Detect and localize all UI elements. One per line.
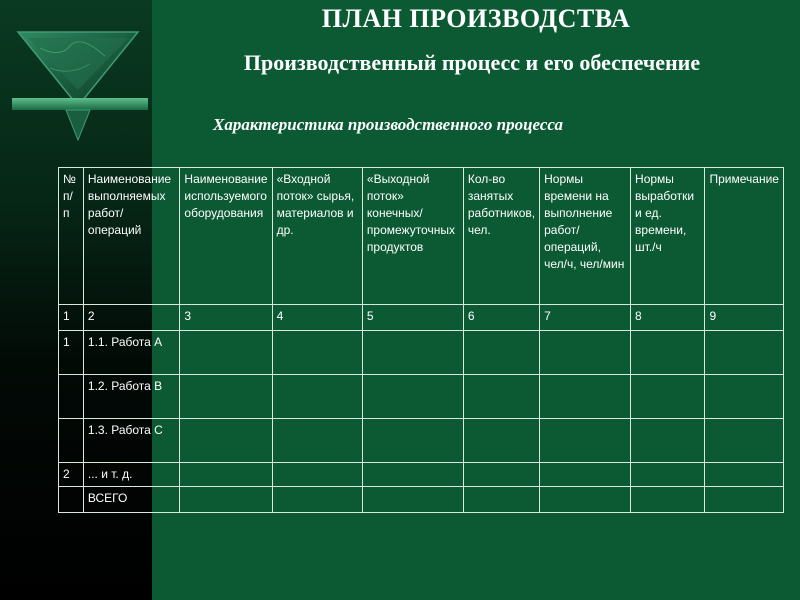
slide-subtitle: Производственный процесс и его обеспечение [243, 50, 701, 75]
table-row [59, 331, 784, 375]
header-cell: Кол-во занятых работников, чел. [463, 168, 539, 305]
empty-cell [180, 487, 272, 513]
operation-name: 1.2. Работа В [83, 375, 180, 419]
header-cell: Примечание [705, 168, 784, 305]
empty-cell [631, 419, 705, 463]
header-cell: Нормы выработки и ед. времени, шт./ч [631, 168, 705, 305]
table-header-row [59, 168, 784, 305]
empty-cell [362, 463, 463, 487]
row-number: 2 [59, 463, 84, 487]
row-number [59, 419, 84, 463]
table-caption: Характеристика производственного процесса [213, 115, 564, 134]
operation-name: 1.1. Работа А [83, 331, 180, 375]
production-process-table [58, 167, 784, 513]
empty-cell [631, 375, 705, 419]
table-row-total [59, 487, 784, 513]
operation-name: ... и т. д. [83, 463, 180, 487]
empty-cell [272, 463, 362, 487]
empty-cell [705, 487, 784, 513]
empty-cell [705, 375, 784, 419]
empty-cell [180, 375, 272, 419]
column-number: 1 [59, 305, 84, 331]
empty-cell [362, 487, 463, 513]
empty-cell [631, 463, 705, 487]
empty-cell [180, 419, 272, 463]
header-cell: «Входной поток» сырья, материалов и др. [272, 168, 362, 305]
empty-cell [180, 331, 272, 375]
header-cell: № п/п [59, 168, 84, 305]
empty-cell [540, 375, 631, 419]
empty-cell [705, 463, 784, 487]
column-number: 5 [362, 305, 463, 331]
column-number: 3 [180, 305, 272, 331]
empty-cell [540, 419, 631, 463]
empty-cell [631, 331, 705, 375]
empty-cell [362, 331, 463, 375]
slide-title: ПЛАН ПРОИЗВОДСТВА [321, 4, 631, 33]
row-number [59, 487, 84, 513]
total-label: ВСЕГО [83, 487, 180, 513]
empty-cell [463, 463, 539, 487]
empty-cell [705, 331, 784, 375]
header-cell: Наименование выполняемых работ/ операций [83, 168, 180, 305]
empty-cell [362, 375, 463, 419]
header-cell: «Выходной поток» конечных/промежуточных продуктов [362, 168, 463, 305]
empty-cell [272, 487, 362, 513]
empty-cell [463, 331, 539, 375]
empty-cell [463, 419, 539, 463]
empty-cell [540, 331, 631, 375]
operation-name: 1.3. Работа С [83, 419, 180, 463]
column-number: 4 [272, 305, 362, 331]
header-cell: Нормы времени на выполнение работ/ операций, чел/ч, чел/мин [540, 168, 631, 305]
empty-cell [272, 331, 362, 375]
empty-cell [362, 419, 463, 463]
empty-cell [272, 375, 362, 419]
column-number: 2 [83, 305, 180, 331]
empty-cell [180, 463, 272, 487]
column-number: 7 [540, 305, 631, 331]
table-row [59, 419, 784, 463]
table-row [59, 463, 784, 487]
table-row [59, 375, 784, 419]
column-number: 8 [631, 305, 705, 331]
empty-cell [272, 419, 362, 463]
empty-cell [631, 487, 705, 513]
column-number: 6 [463, 305, 539, 331]
row-number: 1 [59, 331, 84, 375]
column-number-row [59, 305, 784, 331]
green-triangle-emblem [10, 28, 150, 146]
empty-cell [540, 463, 631, 487]
empty-cell [540, 487, 631, 513]
column-number: 9 [705, 305, 784, 331]
header-cell: Наименование используемого оборудования [180, 168, 272, 305]
empty-cell [705, 419, 784, 463]
empty-cell [463, 375, 539, 419]
empty-cell [463, 487, 539, 513]
row-number [59, 375, 84, 419]
